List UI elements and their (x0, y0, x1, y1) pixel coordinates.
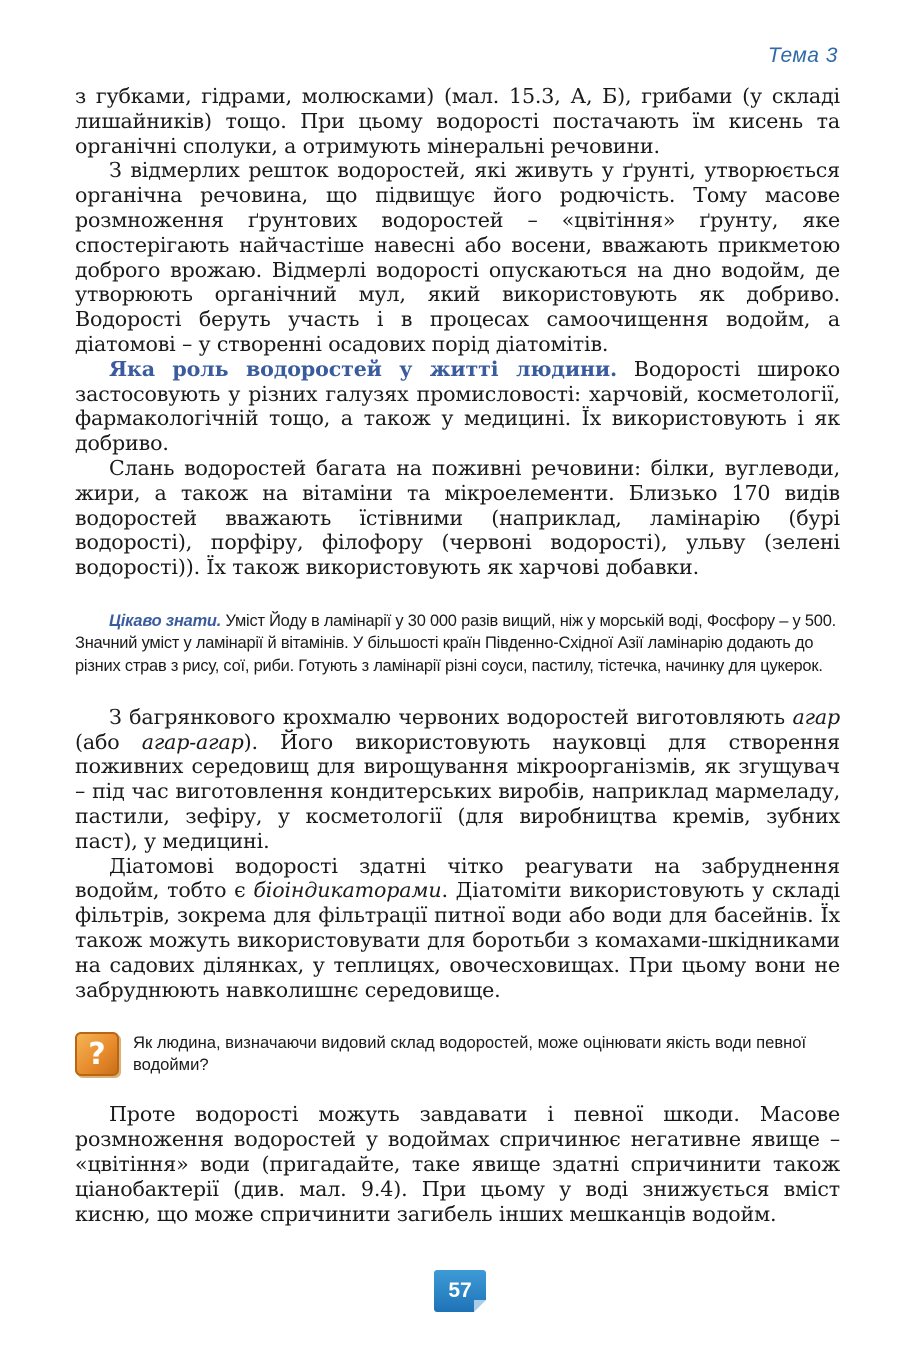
paragraph-3 (75, 357, 840, 456)
paragraph-6 (75, 854, 840, 1003)
question-box (75, 1030, 840, 1076)
paragraph-5-part: (або (75, 729, 142, 754)
term-bioindicators: біоіндикаторами (253, 878, 442, 903)
question-text: Як людина, визначаючи видовий склад водоростей, може оцінювати якість води певної водойми? (133, 1033, 807, 1075)
paragraph-1: з губками, гідрами, молюсками) (мал. 15.3, А, Б), грибами (у складі лишайників) тощо. При цьому водорості постачають їм кисень та органічні сполуки, а отримують мінеральні речовини. (75, 84, 840, 158)
page-number: 57 (434, 1270, 486, 1312)
paragraph-4: Слань водоростей багата на поживні речовини: білки, вуглеводи, жири, а також на вітаміни та мікроелементи. Близько 170 видів водоростей вважають їстівними (наприклад, ламінарію (бурі водорості), порфіру, філофору (червоні водорості), ульву (зелені водорості)). Їх також використовують як харчові добавки. (75, 455, 840, 580)
section-question-heading: Яка роль водоростей у житті людини. (109, 356, 618, 381)
paragraph-6-part: Діатомові водорості здатні чітко реагувати на забруднення водойм, тобто є (75, 853, 840, 903)
paragraph-6-part: . Діатоміти використовують у складі фільтрів, зокрема для фільтрації питної води або води для басейнів. Їх також можуть використовувати для боротьби з комахами-шкідниками на садових ділянках, у теплицях, овочесховищах. При цьому вони не забруднюють навколишнє середовище. (75, 878, 840, 1002)
topic-label: Тема 3 (767, 44, 838, 67)
note-lead: Цікаво знати. (109, 611, 222, 630)
term-agar: агар (792, 704, 840, 729)
page-content (75, 84, 840, 1226)
question-mark-icon: ? (75, 1032, 119, 1076)
paragraph-3-text: Водорості широко застосовують у різних галузях промисловості: харчовій, косметології, фармакологічній тощо, а також у медицині. Їх використовують і як добриво. (75, 356, 840, 456)
paragraph-5-part: З багрянкового крохмалю червоних водоростей виготовляють (109, 704, 793, 729)
paragraph-5 (75, 705, 840, 854)
paragraph-5-part: ). Його використовують науковці для створення поживних середовищ для вирощування мікроорганізмів, як згущувач – під час виготовлення кондитерських виробів, наприклад мармеладу, пастили, зефіру, у косметології (для виробництва кремів, зубних паст), у медицині. (75, 729, 841, 853)
paragraph-2: З відмерлих решток водоростей, які живуть у ґрунті, утворюється органічна речовина, що підвищує його родючість. Тому масове розмноження ґрунтових водоростей – «цвітіння» ґрунту, яке спостерігають найчастіше навесні або восени, вважають прикметою доброго врожаю. Відмерлі водорості опускаються на дно водойм, де утворюють органічний мул, який використовують як добриво. Водорості беруть участь і в процесах самоочищення водойм, а діатомові – у створенні осадових порід діатомітів. (75, 158, 840, 356)
term-agar-agar: агар-агар (141, 729, 244, 754)
note-text: Уміст Йоду в ламінарії у 30 000 разів вищий, ніж у морській воді, Фосфору – у 500. Значний уміст у ламінарії й вітамінів. У більшості країн Південно-Східної Азії ламінарію додають до різних страв з рису, сої, риби. Готують з ламінарії різні соуси, пастилу, тістечка, начинку для цукерок. (75, 611, 836, 675)
paragraph-7: Проте водорості можуть завдавати і певної шкоди. Масове розмноження водоростей у водоймах спричинює негативне явище – «цвітіння» води (пригадайте, таке явище здатні спричинити також ціанобактерії (див. мал. 9.4). При цьому у воді знижується вміст кисню, що може спричинити загибель інших мешканців водойм. (75, 1102, 840, 1226)
interesting-fact-note (75, 610, 840, 677)
